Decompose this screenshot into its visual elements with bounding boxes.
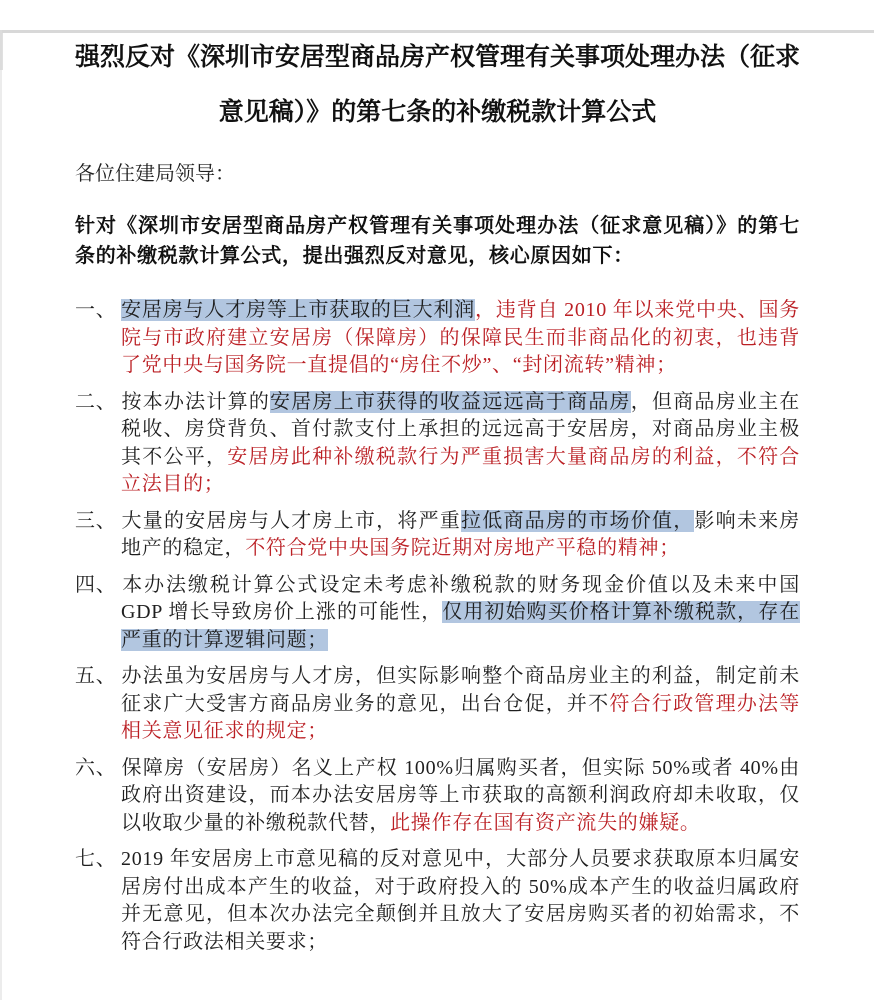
body-text: 按本办法计算的 — [121, 390, 271, 413]
highlighted-text: 安居房上市获得的收益远远高于商品房 — [270, 390, 631, 413]
page-edge-corner — [0, 30, 3, 70]
item-number: 三、 — [75, 509, 117, 532]
item-number: 六、 — [75, 756, 117, 779]
reason-list — [75, 297, 800, 956]
reason-item — [75, 663, 800, 746]
body-text: 影响未来房地产的稳定， — [121, 509, 800, 559]
highlighted-text: 仅用初始购买价格计算补缴税款，存在严重的计算逻辑问题； — [121, 601, 800, 651]
red-emphasis-text: 符合行政管理办法等相关意见征求的规定； — [121, 692, 800, 742]
document-content — [0, 30, 874, 956]
body-text: 保障房（安居房）名义上产权 100%归属购买者，但实际 50%或者 40%由政府出资建设，而本办法安居房等上市获取的高额利润政府却未收取，仅以收取少量的补缴税款代替， — [121, 756, 800, 834]
page-edge-top — [0, 30, 874, 33]
red-emphasis-text: ，违背自 2010 年以来党中央、国务院与市政府建立安居房（保障房）的保障民生而非商品化的初衷，也违背了党中央与国务院一直提倡的“房住不炒”、“封闭流转”精神； — [121, 299, 800, 376]
reason-item — [75, 508, 800, 563]
item-number: 五、 — [75, 665, 117, 687]
body-text: 办法虽为安居房与人才房，但实际影响整个商品房业主的利益，制定前未征求广大受害方商品房业务的意见，出台仓促，并不 — [121, 665, 800, 715]
item-number: 四、 — [75, 573, 117, 596]
highlighted-text: 拉低商品房的市场价值， — [461, 509, 695, 532]
salutation: 各位住建局领导： — [75, 163, 235, 185]
title-line-1: 强烈反对《深圳市安居型商品房产权管理有关事项处理办法（征求 — [75, 43, 801, 71]
highlighted-text: 安居房与人才房等上市获取的巨大利润 — [121, 299, 476, 321]
document-page — [0, 30, 874, 1000]
red-emphasis-text: 此操作存在国有资产流失的嫌疑。 — [390, 811, 701, 834]
red-emphasis-text: 不符合党中央国务院近期对房地产平稳的精神； — [245, 537, 680, 559]
body-text: 2019 年安居房上市意见稿的反对意见中，大部分人员要求获取原本归属安居房付出成本产生的收益，对于政府投入的 50%成本产生的收益归属政府并无意见，但本次办法完全颠倒并且放大了安居房购买者的初始需求，不符合行政法相关要求； — [121, 848, 800, 953]
body-text: ，但商品房业主在税收、房贷背负、首付款支付上承担的远远高于安居房，对商品房业主极其不公平， — [121, 390, 800, 468]
reason-item — [75, 297, 800, 380]
intro-paragraph: 针对《深圳市安居型商品房产权管理有关事项处理办法（征求意见稿）》的第七条的补缴税款计算公式，提出强烈反对意见，核心原因如下： — [75, 215, 800, 267]
reason-item — [75, 755, 800, 838]
document-title — [75, 30, 800, 140]
reason-item — [75, 389, 800, 499]
red-emphasis-text: 安居房此种补缴税款行为严重损害大量商品房的利益，不符合立法目的； — [121, 445, 801, 495]
title-line-2: 意见稿）》的第七条的补缴税款计算公式 — [218, 98, 657, 126]
page-edge-left — [0, 30, 2, 1000]
item-number: 七、 — [75, 848, 117, 870]
body-text: 本办法缴税计算公式设定未考虑补缴税款的财务现金价值以及未来中国 GDP 增长导致房价上涨的可能性， — [121, 573, 800, 623]
item-number: 二、 — [75, 390, 117, 413]
reason-item — [75, 572, 800, 655]
body-text: 大量的安居房与人才房上市，将严重 — [121, 509, 462, 532]
reason-item — [75, 846, 800, 956]
item-number: 一、 — [75, 299, 117, 321]
